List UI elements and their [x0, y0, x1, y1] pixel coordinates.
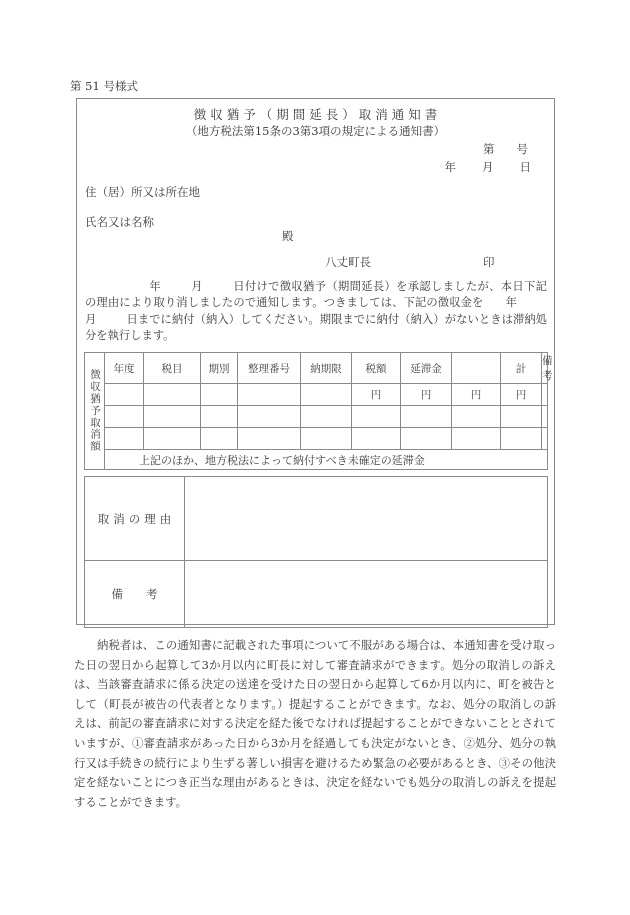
cell-term[interactable] [201, 406, 238, 428]
issuer-name: 八丈町長 [325, 255, 371, 269]
undetermined-late-charge-note: 上記のほか、地方税法によって納付すべき未確定の延滞金 [105, 450, 548, 470]
seal-icon: 印 [483, 255, 495, 269]
cell-tax-item[interactable] [144, 406, 201, 428]
cell-blank[interactable] [452, 428, 501, 450]
table-vertical-label: 徴収猶予取消額 [85, 353, 105, 470]
column-header-total: 計 [501, 353, 542, 384]
cell-tax-item[interactable] [144, 428, 201, 450]
cell-due-date[interactable] [301, 406, 352, 428]
cell-total[interactable] [501, 406, 542, 428]
cancellation-reason-section [84, 476, 548, 561]
tax-amount-table [84, 352, 553, 470]
cell-term[interactable] [201, 384, 238, 406]
cell-fiscal-year[interactable] [105, 406, 144, 428]
body-month: 月 [190, 280, 203, 293]
cell-total[interactable]: 円 [501, 384, 542, 406]
notice-form-frame [76, 98, 555, 625]
column-header-tax-amount: 税額 [352, 353, 401, 384]
cell-term[interactable] [201, 428, 238, 450]
column-header-term: 期別 [201, 353, 238, 384]
cell-tax-item[interactable] [144, 384, 201, 406]
cell-late-charge[interactable]: 円 [401, 384, 452, 406]
cell-tax-amount[interactable] [352, 428, 401, 450]
document-number-line [483, 141, 528, 157]
address-field-label: 住（居）所又は所在地 [85, 185, 200, 199]
cell-reference-no[interactable] [238, 428, 301, 450]
column-header-due-date: 納期限 [301, 353, 352, 384]
column-header-reference-no: 整理番号 [238, 353, 301, 384]
table-note-row [85, 450, 548, 470]
document-number-unit: 号 [516, 142, 528, 156]
body-deadline-month: 月 [85, 312, 97, 326]
cell-reference-no[interactable] [238, 384, 301, 406]
date-day-label: 日 [519, 160, 531, 174]
table-row [85, 406, 548, 428]
cell-late-charge[interactable] [401, 406, 452, 428]
cell-tax-amount[interactable]: 円 [352, 384, 401, 406]
column-header-remarks: 備考 [542, 353, 548, 384]
column-header-late-charge: 延滞金 [401, 353, 452, 384]
remarks-section [84, 560, 548, 628]
date-year-label: 年 [444, 160, 456, 174]
honorific-mark: 殿 [282, 229, 294, 243]
cell-blank[interactable] [452, 406, 501, 428]
cell-tax-amount[interactable] [352, 406, 401, 428]
cell-remarks[interactable] [542, 428, 548, 450]
cancellation-reason-label: 取消の理由 [85, 477, 185, 560]
cell-fiscal-year[interactable] [105, 384, 144, 406]
document-number-label: 第 [483, 142, 495, 156]
cell-remarks[interactable] [542, 406, 548, 428]
cell-remarks[interactable] [542, 384, 548, 406]
cell-fiscal-year[interactable] [105, 428, 144, 450]
body-year: 年 [149, 280, 161, 293]
body-paragraph [85, 279, 547, 345]
date-month-label: 月 [482, 160, 494, 174]
form-title: 徴収猶予（期間延長）取消通知書 [193, 107, 442, 122]
body-deadline-year: 年 [505, 296, 517, 310]
cell-blank[interactable]: 円 [452, 384, 501, 406]
cancellation-reason-input[interactable] [185, 477, 547, 560]
table-header-row [85, 353, 548, 384]
remarks-label: 備考 [85, 561, 185, 627]
cell-late-charge[interactable] [401, 428, 452, 450]
cell-due-date[interactable] [301, 428, 352, 450]
column-header-blank [452, 353, 501, 384]
cell-total[interactable] [501, 428, 542, 450]
name-field-label: 氏名又は名称 [85, 215, 154, 229]
column-header-fiscal-year: 年度 [105, 353, 144, 384]
body-clause-2: 日までに納付（納入）してください。期限までに納付（納入）がないときは滞納処分を執行します。 [85, 312, 547, 343]
cell-due-date[interactable] [301, 384, 352, 406]
column-header-tax-item: 税目 [144, 353, 201, 384]
form-number: 第 51 号様式 [70, 79, 138, 93]
body-clause-1: 日付けで徴収猶予（期間延長）を承認しましたが、本日下記の理由により取り消しましたので通知します。つきましては、下記の徴収金を [85, 280, 547, 310]
table-row [85, 428, 548, 450]
cell-reference-no[interactable] [238, 406, 301, 428]
document-date-line [445, 159, 532, 175]
appeal-rights-notice: 納税者は、この通知書に記載された事項について不服がある場合は、本通知書を受け取った日の翌日から起算して3か月以内に町長に対して審査請求ができます。処分の取消しの訴えは、当該審査請求に係る決定の送達を受けた日の翌日から起算して6か月以内に、町を被告として（町長が被告の代表者となります。）提起することができます。なお、処分の取消しの訴えは、前記の審査請求に対する決定を経た後でなければ提起することができないこととされていますが、①審査請求があった日から3か月を経過しても決定がないとき、②処分、処分の執行又は手続きの続行により生ずる著しい損害を避けるため緊急の必要があるとき、③その他決定を経ないことにつき正当な理由があるときは、決定を経ないでも処分の取消しの訴えを提起することができます。 [74, 638, 556, 809]
form-subtitle: （地方税法第15条の3第3項の規定による通知書） [185, 124, 446, 138]
remarks-input[interactable] [185, 561, 547, 627]
table-row [85, 384, 548, 406]
